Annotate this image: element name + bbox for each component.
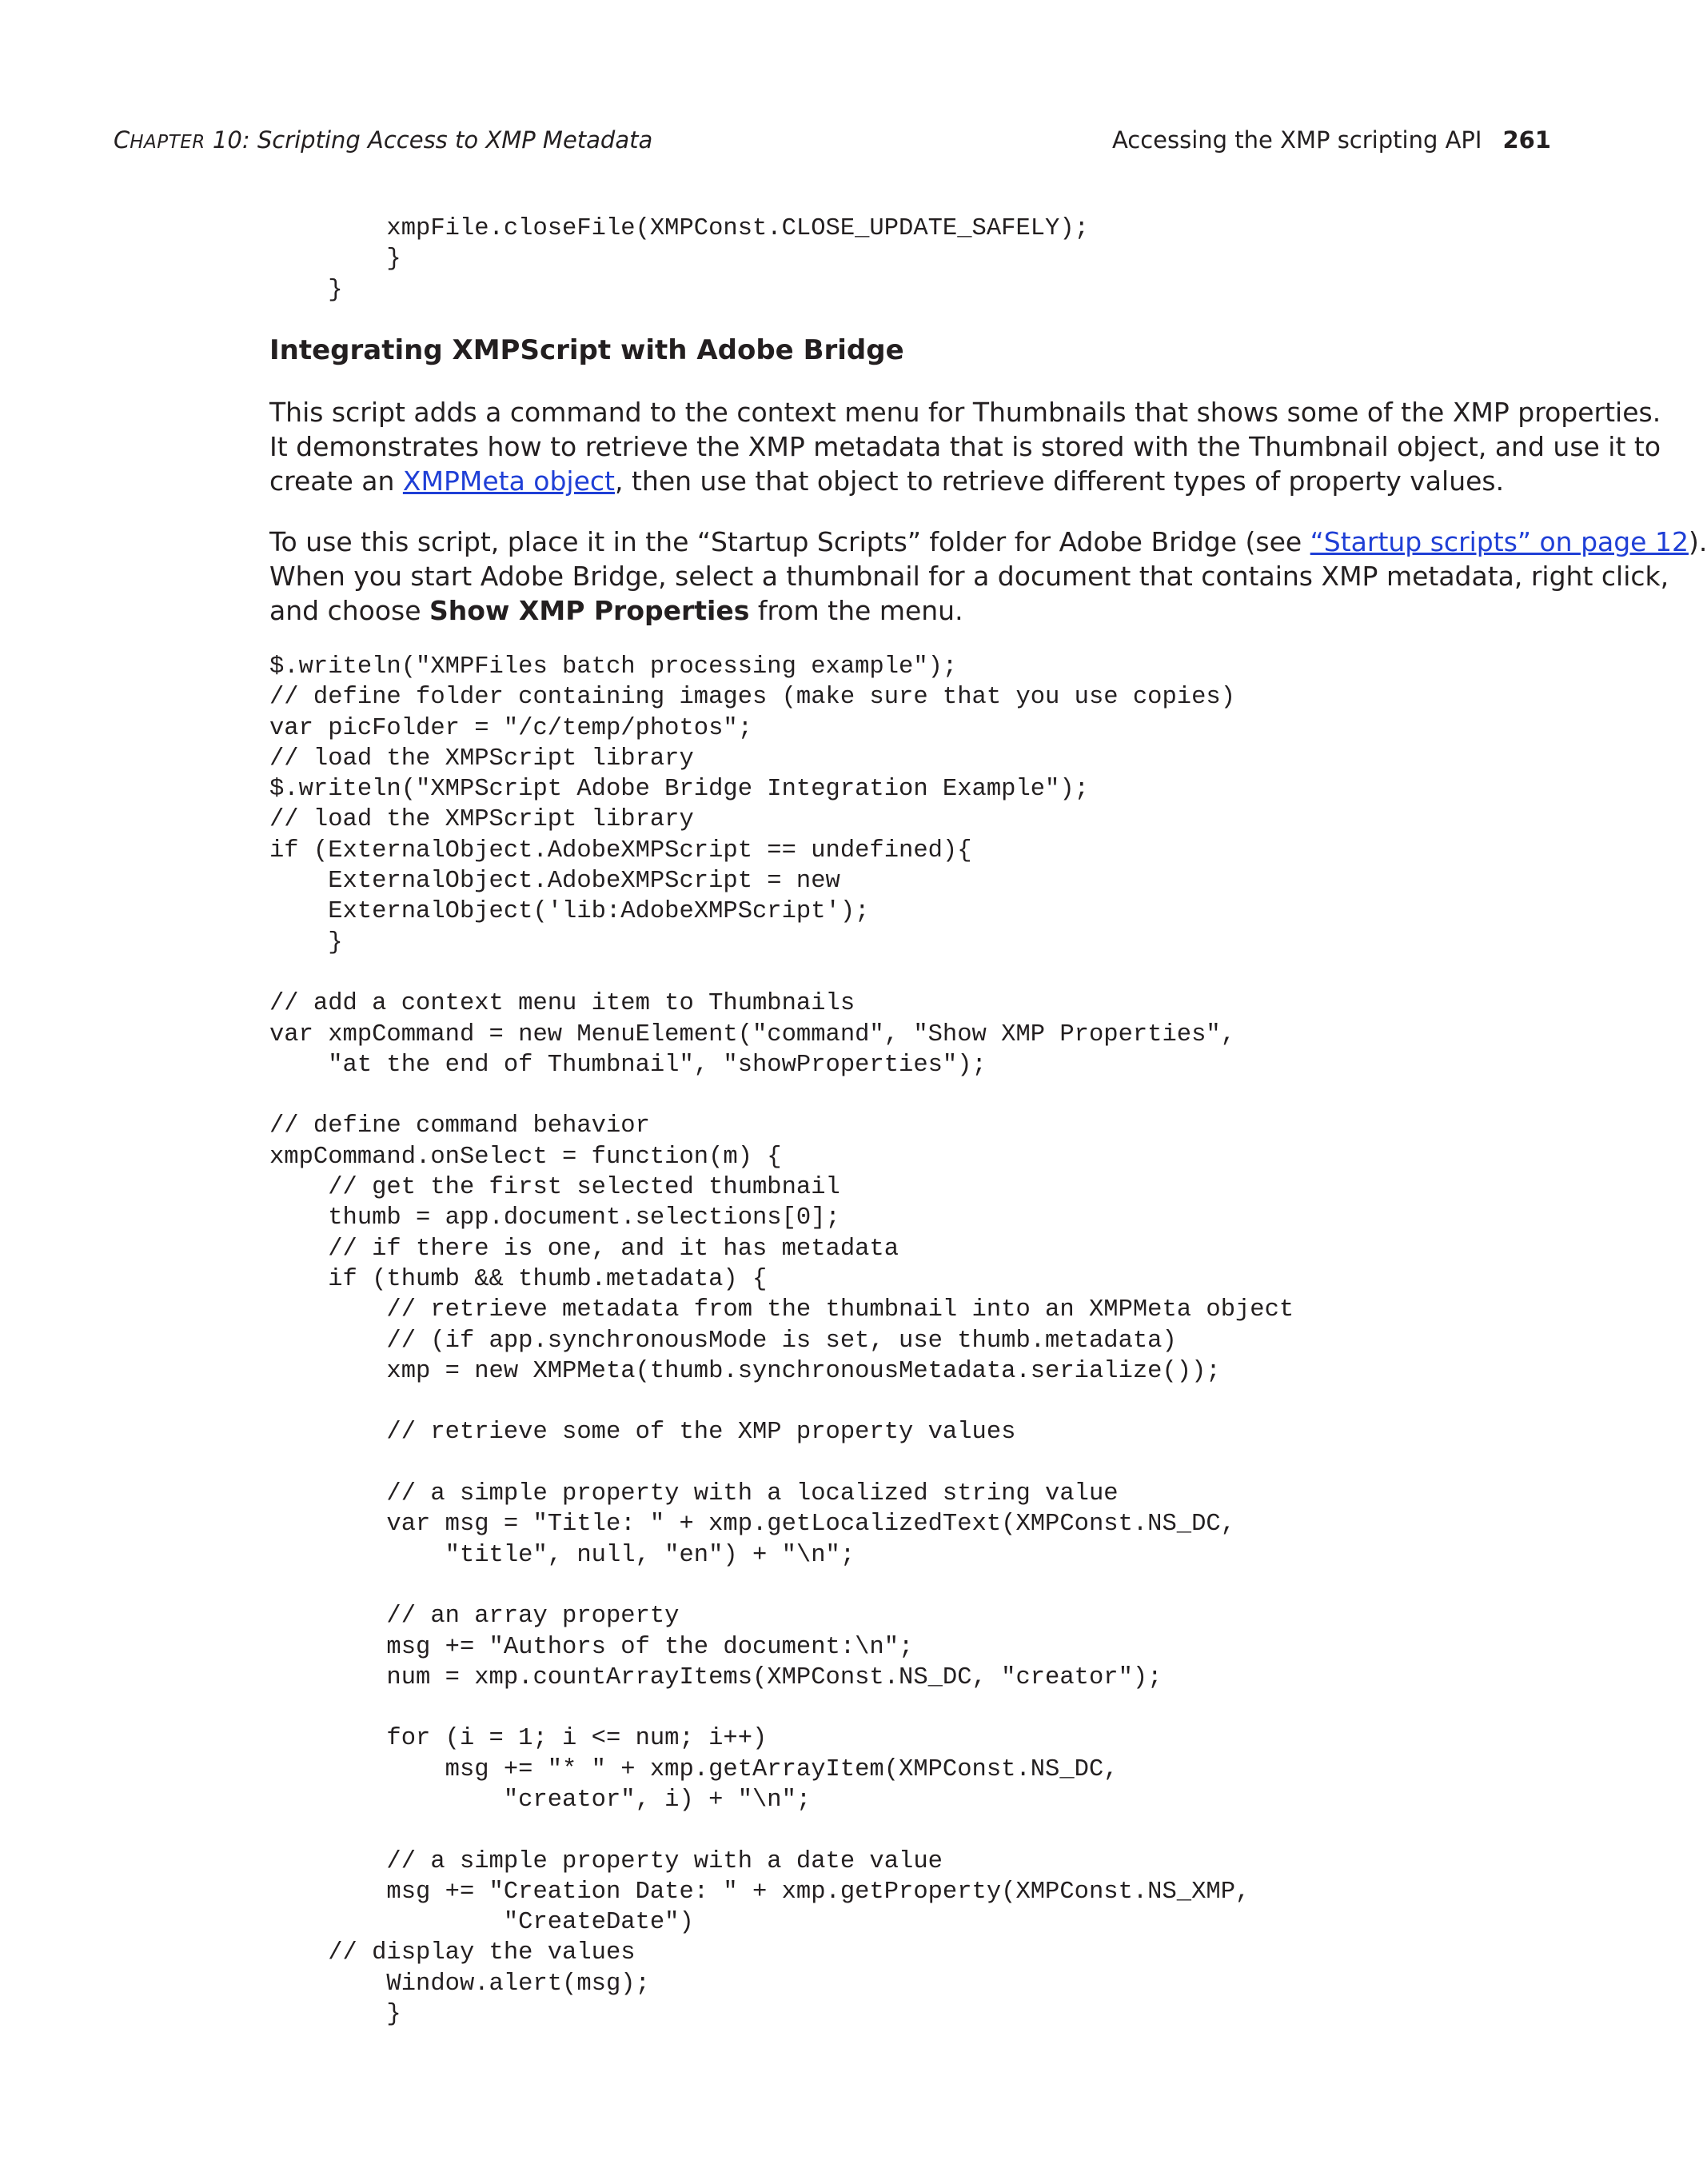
code-line: msg += "* " + xmp.getArrayItem(XMPConst.NS_DC, xyxy=(269,1755,1119,1783)
code-line: var msg = "Title: " + xmp.getLocalizedText(XMPConst.NS_DC, xyxy=(269,1511,1235,1539)
paragraph-line: This script adds a command to the context menu for Thumbnails that shows some of the XMP properties. xyxy=(269,397,1661,428)
menu-command-name: Show XMP Properties xyxy=(429,595,750,626)
code-line: $.writeln("XMPScript Adobe Bridge Integration Example"); xyxy=(269,776,1089,804)
usage-paragraph xyxy=(269,525,1707,628)
code-line: if (thumb && thumb.metadata) { xyxy=(269,1265,768,1293)
paragraph-line xyxy=(269,464,1565,498)
code-line: var picFolder = "/c/temp/photos"; xyxy=(269,714,752,742)
page-number: 261 xyxy=(1502,126,1551,154)
code-line: // define folder containing images (make sure that you use copies) xyxy=(269,684,1235,712)
chapter-word: HAPTER xyxy=(130,132,205,153)
section-title: Accessing the XMP scripting API xyxy=(1111,126,1482,154)
code-line: ExternalObject('lib:AdobeXMPScript'); xyxy=(269,898,870,926)
paragraph-line: When you start Adobe Bridge, select a thumbnail for a document that contains XMP metadata, right click, xyxy=(269,561,1669,592)
code-line: // load the XMPScript library xyxy=(269,745,694,773)
paragraph-line: It demonstrates how to retrieve the XMP metadata that is stored with the Thumbnail object, and use it to xyxy=(269,431,1661,462)
code-line: // get the first selected thumbnail xyxy=(269,1174,840,1202)
code-line: if (ExternalObject.AdobeXMPScript == undefined){ xyxy=(269,836,972,864)
chapter-title: 10: Scripting Access to XMP Metadata xyxy=(205,126,653,154)
code-line: $.writeln("XMPFiles batch processing example"); xyxy=(269,653,958,681)
code-line: // retrieve metadata from the thumbnail into an XMPMeta object xyxy=(269,1296,1294,1324)
code-line: xmpCommand.onSelect = function(m) { xyxy=(269,1143,782,1171)
code-line: // a simple property with a localized string value xyxy=(269,1480,1119,1508)
paragraph-line xyxy=(269,593,1565,628)
code-line: // (if app.synchronousMode is set, use thumb.metadata) xyxy=(269,1327,1177,1355)
startup-scripts-link[interactable]: “Startup scripts” on page 12 xyxy=(1310,526,1689,557)
code-line: var xmpCommand = new MenuElement("command", "Show XMP Properties", xyxy=(269,1020,1235,1048)
code-line: } xyxy=(269,246,401,273)
code-line: for (i = 1; i <= num; i++) xyxy=(269,1725,768,1753)
code-line: Window.alert(msg); xyxy=(269,1970,650,1998)
code-line xyxy=(269,1571,1294,1601)
code-line: // load the XMPScript library xyxy=(269,806,694,834)
code-line: "title", null, "en") + "\n"; xyxy=(269,1541,855,1569)
paragraph-text: and choose xyxy=(269,595,429,626)
code-line: msg += "Creation Date: " + xmp.getProperty(XMPConst.NS_XMP, xyxy=(269,1878,1250,1906)
section-heading: Integrating XMPScript with Adobe Bridge xyxy=(269,334,904,366)
chapter-initial: C xyxy=(114,126,130,154)
code-line: // retrieve some of the XMP property values xyxy=(269,1419,1016,1447)
code-line: // define command behavior xyxy=(269,1112,650,1140)
code-block-top xyxy=(269,214,1089,305)
paragraph-text: create an xyxy=(269,465,403,497)
code-line: } xyxy=(269,2001,401,2029)
code-block-main xyxy=(269,652,1294,2030)
code-line: ExternalObject.AdobeXMPScript = new xyxy=(269,868,840,896)
paragraph-text: , then use that object to retrieve different types of property values. xyxy=(614,465,1505,497)
code-line: xmpFile.closeFile(XMPConst.CLOSE_UPDATE_SAFELY); xyxy=(269,215,1089,242)
code-line: // a simple property with a date value xyxy=(269,1847,943,1875)
code-line: "creator", i) + "\n"; xyxy=(269,1786,812,1814)
paragraph-text: from the menu. xyxy=(749,595,963,626)
code-line xyxy=(269,1815,1294,1846)
code-line xyxy=(269,958,1294,988)
code-line: } xyxy=(269,928,343,956)
code-line: xmp = new XMPMeta(thumb.synchronousMetadata.serialize()); xyxy=(269,1357,1221,1385)
running-header-section xyxy=(1112,126,1551,154)
intro-paragraph xyxy=(269,395,1661,498)
code-line: // an array property xyxy=(269,1603,680,1631)
code-line xyxy=(269,1448,1294,1479)
code-line: // if there is one, and it has metadata xyxy=(269,1235,899,1263)
xmpmeta-object-link[interactable]: XMPMeta object xyxy=(402,465,615,497)
code-line: thumb = app.document.selections[0]; xyxy=(269,1204,840,1232)
code-line xyxy=(269,1387,1294,1417)
code-line: // display the values xyxy=(269,1939,636,1967)
code-line: // add a context menu item to Thumbnails xyxy=(269,990,855,1018)
running-header-chapter xyxy=(114,126,652,154)
code-line: msg += "Authors of the document:\n"; xyxy=(269,1633,914,1661)
code-line xyxy=(269,1693,1294,1723)
paragraph-text: ). xyxy=(1688,526,1707,557)
code-line: "at the end of Thumbnail", "showProperties"); xyxy=(269,1051,987,1079)
code-line: num = xmp.countArrayItems(XMPConst.NS_DC, "creator"); xyxy=(269,1663,1163,1691)
code-line: "CreateDate") xyxy=(269,1909,694,1937)
code-line xyxy=(269,1080,1294,1111)
code-line: } xyxy=(269,276,343,304)
paragraph-text: To use this script, place it in the “Startup Scripts” folder for Adobe Bridge (see xyxy=(269,526,1310,557)
paragraph-line xyxy=(269,525,1707,559)
